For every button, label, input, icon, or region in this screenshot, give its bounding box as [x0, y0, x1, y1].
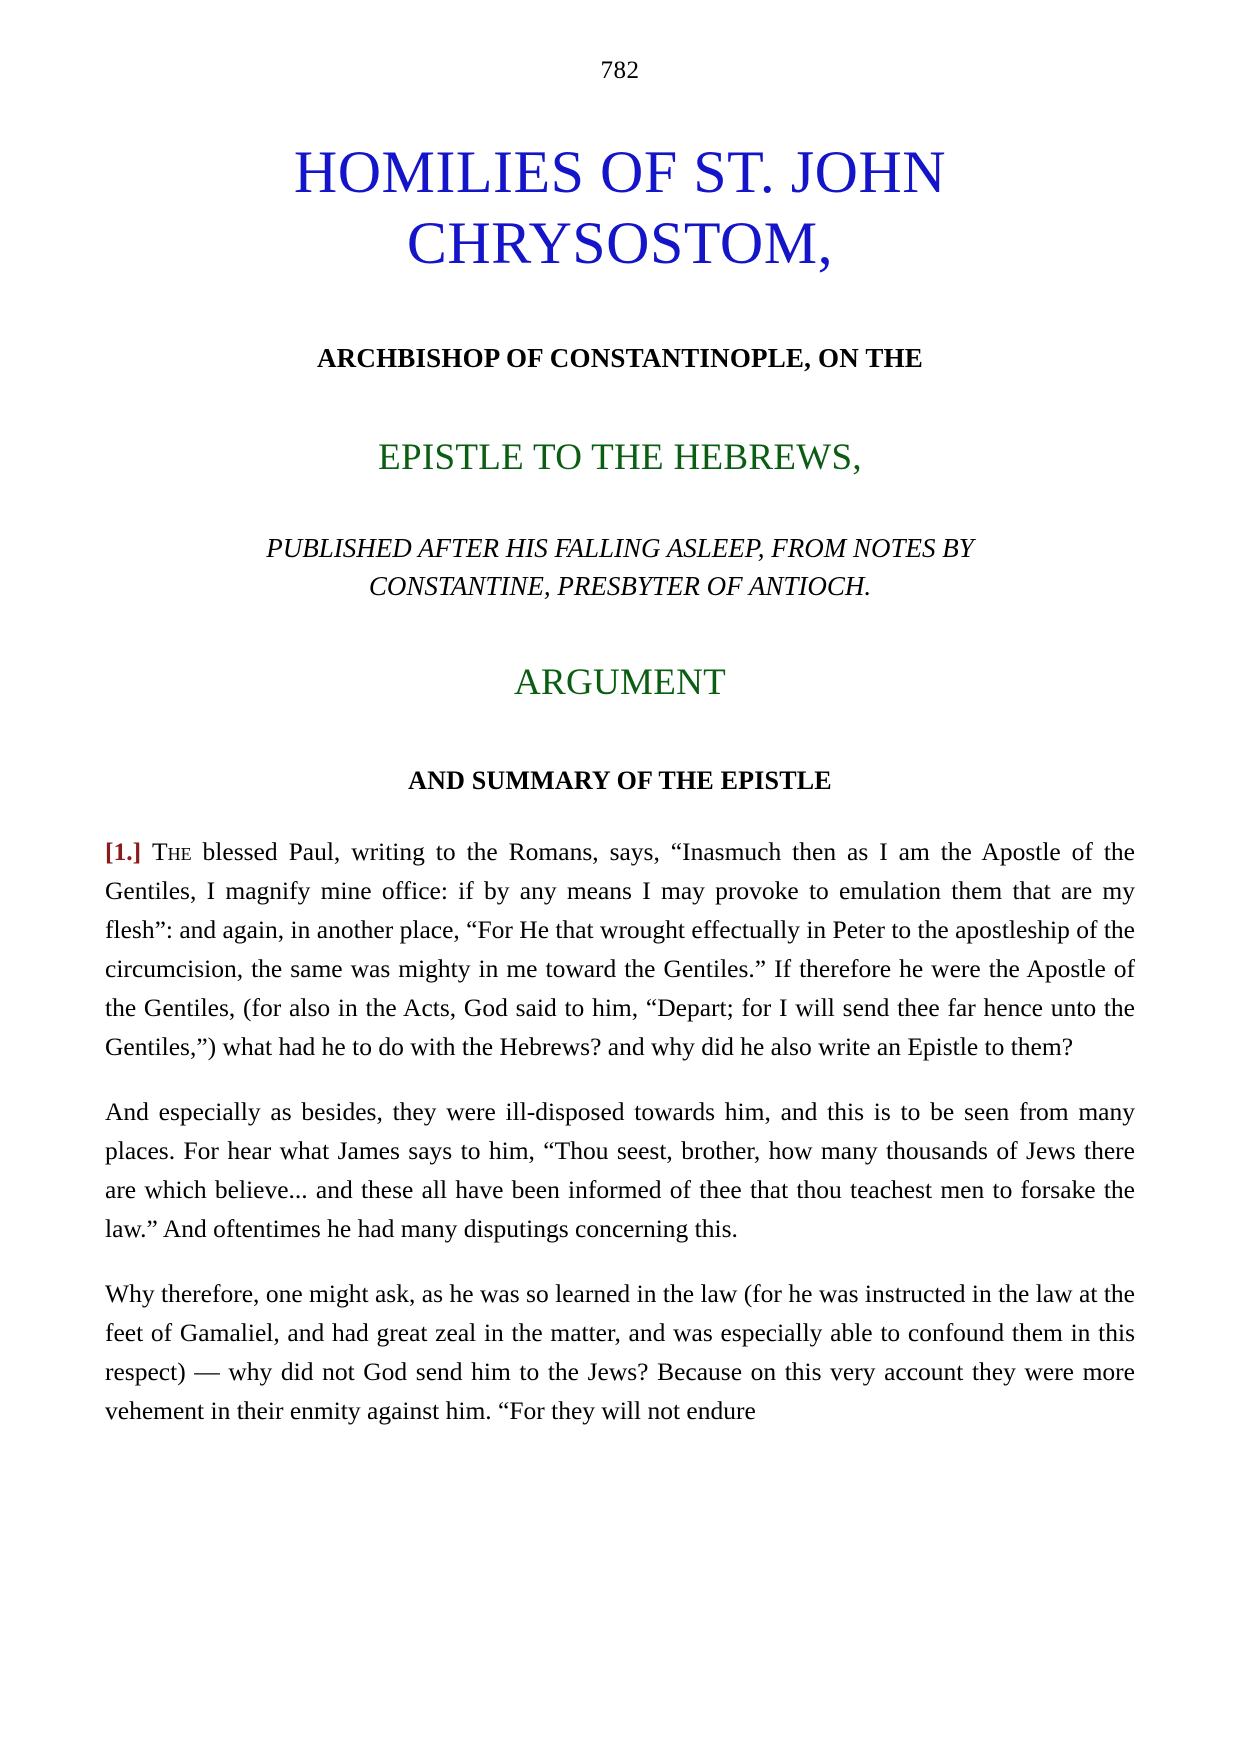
- paragraph-1-text: blessed Paul, writing to the Romans, says, “Inasmuch then as I am the Apostle of the Gentiles, I magnify mine office: if by any means I may provoke to emulation them that are my flesh”: and again, in another place, “For He that wrought effectually in Peter to the apostleship of the circumcision, the same was mighty in me toward the Gentiles.” If therefore he were the Apostle of the Gentiles, (for also in the Acts, God said to him, “Depart; for I will send thee far hence unto the Gentiles,”) what had he to do with the Hebrews? and why did he also write an Epistle to them?: [105, 837, 1135, 1062]
- heading-argument: ARGUMENT: [513, 662, 727, 704]
- lead-word: The: [152, 837, 192, 867]
- subtitle-archbishop: ARCHBISHOP OF CONSTANTINOPLE, ON THE: [316, 342, 924, 373]
- body-text: [0, 832, 1240, 1430]
- section-marker: [1.]: [105, 837, 142, 867]
- paragraph-1: [105, 832, 1135, 1066]
- paragraph-3: Why therefore, one might ask, as he was so learned in the law (for he was instructed in the law at the feet of Gamaliel, and had great zeal in the matter, and was especially able to confound them in this respect) — why did not God send him to the Jews? Because on this very account they were more vehement in their enmity against him. “For they will not endure: [105, 1279, 1135, 1426]
- heading-summary: AND SUMMARY OF THE EPISTLE: [408, 766, 832, 796]
- paragraph-2: And especially as besides, they were ill-disposed towards him, and this is to be seen from many places. For hear what James says to him, “Thou seest, brother, how many thousands of Jews there are which believe... and these all have been informed of thee that thou teachest men to forsake the law.” And oftentimes he had many disputings concerning this.: [105, 1097, 1135, 1244]
- attribution-line-2: CONSTANTINE, PRESBYTER OF ANTIOCH.: [368, 570, 872, 601]
- subtitle-epistle: EPISTLE TO THE HEBREWS,: [378, 436, 862, 478]
- page-number: 782: [600, 57, 640, 84]
- attribution-block: [0, 479, 1240, 606]
- page-title: HOMILIES OF ST. JOHN CHRYSOSTOM,: [293, 139, 947, 276]
- attribution-line-1: PUBLISHED AFTER HIS FALLING ASLEEP, FROM NOTES BY: [266, 532, 974, 563]
